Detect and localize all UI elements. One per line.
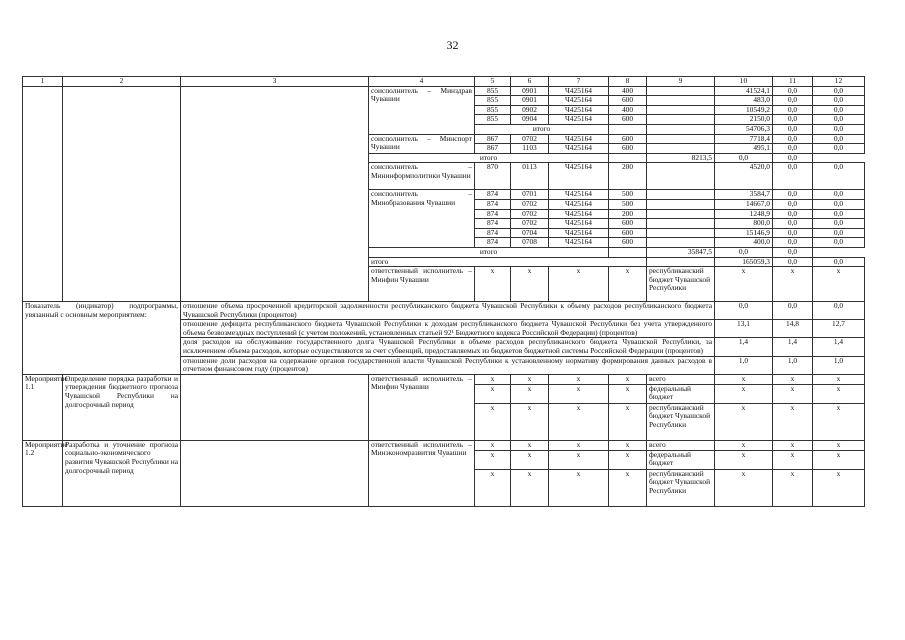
column-header: 6 (511, 77, 549, 87)
column-header: 7 (549, 77, 609, 87)
amount-cell: 1248,9 (715, 209, 773, 219)
amount-cell: 54706,3 (715, 124, 773, 134)
value-cell: 0,0 (813, 190, 865, 200)
code-cell: x (475, 384, 511, 403)
value-cell: 0,0 (813, 209, 865, 219)
code-cell: Ч425164 (549, 86, 609, 96)
source-cell (647, 190, 715, 200)
value-cell: 0,0 (813, 105, 865, 115)
code-cell: x (475, 440, 511, 450)
source-cell: республиканский бюджет Чувашской Республики (647, 267, 715, 302)
amount-cell: 10549,2 (715, 105, 773, 115)
source-cell (647, 219, 715, 229)
code-cell: Ч425164 (549, 199, 609, 209)
amount-cell: 7718,4 (715, 134, 773, 144)
column-header: 8 (609, 77, 647, 87)
source-cell: всего (647, 440, 715, 450)
total-label: итого (369, 257, 647, 267)
code-cell: x (549, 374, 609, 384)
source-cell: республиканский бюджет Чувашской Республики (647, 469, 715, 506)
value-cell: 0,0 (813, 144, 865, 154)
value-cell: x (773, 450, 813, 469)
column-header: 9 (647, 77, 715, 87)
code-cell: 855 (475, 86, 511, 96)
value-cell: x (813, 469, 865, 506)
code-cell: Ч425164 (549, 163, 609, 190)
code-cell: 400 (609, 86, 647, 96)
amount-cell: 2150,0 (715, 115, 773, 125)
value-cell: 0,0 (773, 115, 813, 125)
code-cell: 0702 (511, 219, 549, 229)
value-cell: 1,4 (773, 338, 813, 356)
indicator-text: отношение объема просроченной кредиторской задолженности республиканского бюджета Чувашской Республики к объему расходов республиканского бюджета Чувашской Республики (процентов) (181, 302, 715, 320)
source-cell (647, 105, 715, 115)
value-cell: 0,0 (813, 163, 865, 190)
value-cell: 0,0 (773, 199, 813, 209)
code-cell: 600 (609, 96, 647, 106)
indicator-text: доля расходов на обслуживание государственного долга Чувашской Республики в объеме расходов республиканского бюджета Чувашской Республики, за исключением объема расходов, которые осуществляются за счет субвенций, предоставляемых из бюджетов бюджетной системы Российской Федерации (процентов) (181, 338, 715, 356)
code-cell: x (475, 267, 511, 302)
value-cell: x (715, 469, 773, 506)
amount-cell: 165059,3 (715, 257, 773, 267)
column-header: 5 (475, 77, 511, 87)
value-cell: 0,0 (813, 219, 865, 229)
value-cell: x (813, 374, 865, 384)
value-cell: x (773, 469, 813, 506)
indicator-text: отношение доли расходов на содержание органов государственной власти Чувашской Республики к установленному нормативу формирования данных расходов в отчетном финансовом году (процентов) (181, 356, 715, 374)
value-cell: 0,0 (773, 302, 813, 320)
code-cell: x (511, 384, 549, 403)
value-cell: 1,0 (773, 356, 813, 374)
column-header: 4 (369, 77, 475, 87)
value-cell: 0,0 (773, 209, 813, 219)
blank-cell (181, 86, 369, 302)
value-cell: x (773, 403, 813, 440)
code-cell: 0702 (511, 134, 549, 144)
code-cell: Ч425164 (549, 134, 609, 144)
code-cell: x (609, 469, 647, 506)
value-cell: 0,0 (813, 238, 865, 248)
table-row (23, 86, 865, 96)
amount-cell: 4520,0 (715, 163, 773, 190)
value-cell: x (773, 384, 813, 403)
value-cell: 0,0 (813, 115, 865, 125)
code-cell: x (609, 384, 647, 403)
source-cell (647, 124, 715, 134)
value-cell: 0,0 (773, 86, 813, 96)
code-cell: x (475, 374, 511, 384)
page-number: 32 (446, 38, 459, 52)
value-cell: 0,0 (813, 228, 865, 238)
value-cell: 0,0 (813, 199, 865, 209)
amount-cell: 35847,5 (647, 247, 715, 257)
code-cell: x (549, 440, 609, 450)
code-cell: 500 (609, 190, 647, 200)
amount-cell: 8213,5 (647, 153, 715, 163)
value-cell: 1,4 (715, 338, 773, 356)
code-cell: x (609, 267, 647, 302)
code-cell: Ч425164 (549, 144, 609, 154)
code-cell: x (511, 374, 549, 384)
code-cell: 867 (475, 144, 511, 154)
code-cell: 600 (609, 219, 647, 229)
code-cell: 0702 (511, 199, 549, 209)
value-cell: 0,0 (813, 257, 865, 267)
code-cell: Ч425164 (549, 209, 609, 219)
source-cell (647, 96, 715, 106)
code-cell: 0704 (511, 228, 549, 238)
code-cell: 600 (609, 228, 647, 238)
value-cell: 0,0 (813, 124, 865, 134)
code-cell: x (475, 403, 511, 440)
code-cell: x (511, 469, 549, 506)
value-cell: 0,0 (773, 153, 813, 163)
code-cell: 0708 (511, 238, 549, 248)
amount-cell: 483,0 (715, 96, 773, 106)
source-cell (647, 86, 715, 96)
value-cell: 12,7 (813, 320, 865, 338)
code-cell: 0904 (511, 115, 549, 125)
source-cell (647, 238, 715, 248)
code-cell: x (511, 450, 549, 469)
indicator-label: Показатель (индикатор) подпрограммы, увязанный с основным мероприятием: (23, 302, 181, 375)
value-cell: 1,0 (715, 356, 773, 374)
code-cell: x (549, 450, 609, 469)
source-cell (647, 209, 715, 219)
column-header: 2 (63, 77, 181, 87)
column-header: 10 (715, 77, 773, 87)
source-cell: федеральный бюджет (647, 384, 715, 403)
executor-cell: соисполнитель – Минздрав Чувашии (369, 86, 475, 134)
value-cell: x (715, 267, 773, 302)
total-label: итого (475, 124, 609, 134)
value-cell: 0,0 (773, 228, 813, 238)
code-cell: 1103 (511, 144, 549, 154)
value-cell: 14,8 (773, 320, 813, 338)
source-cell (647, 144, 715, 154)
measure-label: Мероприятие 1.2 (23, 440, 63, 506)
column-header: 1 (23, 77, 63, 87)
code-cell: 855 (475, 96, 511, 106)
code-cell: x (609, 374, 647, 384)
blank-cell (181, 440, 369, 506)
code-cell: 600 (609, 238, 647, 248)
source-cell: республиканский бюджет Чувашской Республики (647, 403, 715, 440)
code-cell: x (549, 267, 609, 302)
code-cell: 874 (475, 199, 511, 209)
code-cell: 0901 (511, 86, 549, 96)
amount-cell: 14667,0 (715, 199, 773, 209)
code-cell: x (511, 403, 549, 440)
code-cell: Ч425164 (549, 228, 609, 238)
code-cell: x (609, 440, 647, 450)
column-header: 11 (773, 77, 813, 87)
code-cell: x (475, 450, 511, 469)
code-cell: 0701 (511, 190, 549, 200)
value-cell: x (773, 374, 813, 384)
value-cell: x (813, 267, 865, 302)
code-cell: 0702 (511, 209, 549, 219)
column-header: 3 (181, 77, 369, 87)
code-cell: Ч425164 (549, 190, 609, 200)
value-cell: x (773, 440, 813, 450)
value-cell: 0,0 (773, 96, 813, 106)
value-cell: 0,0 (715, 153, 773, 163)
code-cell: x (549, 469, 609, 506)
code-cell: 600 (609, 144, 647, 154)
total-label: итого (369, 153, 609, 163)
executor-cell: ответственный исполнитель – Минэкономразвития Чувашии (369, 440, 475, 506)
code-cell: 855 (475, 105, 511, 115)
blank-cell (63, 86, 181, 302)
code-cell: 600 (609, 134, 647, 144)
source-cell (647, 134, 715, 144)
code-cell: x (609, 403, 647, 440)
value-cell: 0,0 (715, 247, 773, 257)
source-cell (647, 163, 715, 190)
source-cell (647, 199, 715, 209)
amount-cell: 15146,9 (715, 228, 773, 238)
code-cell: 874 (475, 238, 511, 248)
code-cell: 867 (475, 134, 511, 144)
executor-cell: ответственный исполнитель – Минфин Чувашии (369, 267, 475, 302)
code-cell: 874 (475, 190, 511, 200)
amount-cell: 800,0 (715, 219, 773, 229)
code-cell: Ч425164 (549, 105, 609, 115)
value-cell: x (715, 384, 773, 403)
total-label: итого (369, 247, 609, 257)
measure-label: Мероприятие 1.1 (23, 374, 63, 440)
value-cell: x (715, 440, 773, 450)
code-cell: Ч425164 (549, 219, 609, 229)
value-cell: 0,0 (813, 134, 865, 144)
code-cell: 200 (609, 163, 647, 190)
code-cell: x (609, 450, 647, 469)
code-cell: 874 (475, 209, 511, 219)
code-cell: x (475, 469, 511, 506)
amount-cell: 3584,7 (715, 190, 773, 200)
source-cell: всего (647, 374, 715, 384)
value-cell: 1,0 (813, 356, 865, 374)
measure-row (23, 374, 865, 384)
executor-cell: соисполнитель – Минспорт Чувашии (369, 134, 475, 153)
value-cell: 13,1 (715, 320, 773, 338)
value-cell: 0,0 (773, 219, 813, 229)
amount-cell: 495,1 (715, 144, 773, 154)
code-cell: 400 (609, 105, 647, 115)
indicator-row (23, 302, 865, 320)
code-cell: 0902 (511, 105, 549, 115)
code-cell: 855 (475, 115, 511, 125)
executor-cell: соисполнитель – Мининформполитики Чувашии (369, 163, 475, 190)
amount-cell: 41524,1 (715, 86, 773, 96)
code-cell: 874 (475, 219, 511, 229)
source-cell (647, 115, 715, 125)
value-cell: 0,0 (773, 163, 813, 190)
executor-cell: соисполнитель – Минобразования Чувашии (369, 190, 475, 248)
code-cell: x (549, 403, 609, 440)
executor-cell: ответственный исполнитель – Минфин Чувашии (369, 374, 475, 440)
value-cell: 0,0 (773, 190, 813, 200)
value-cell: 0,0 (773, 238, 813, 248)
value-cell: 0,0 (813, 302, 865, 320)
value-cell: 0,0 (773, 257, 813, 267)
blank-cell (181, 374, 369, 440)
measure-row (23, 440, 865, 450)
value-cell: x (813, 384, 865, 403)
code-cell: x (511, 267, 549, 302)
value-cell: 0,0 (715, 302, 773, 320)
value-cell: x (715, 450, 773, 469)
source-cell (609, 247, 647, 257)
code-cell: Ч425164 (549, 115, 609, 125)
blank-cell (23, 86, 63, 302)
code-cell: Ч425164 (549, 96, 609, 106)
code-cell: 200 (609, 209, 647, 219)
code-cell: 500 (609, 199, 647, 209)
value-cell: 0,0 (773, 134, 813, 144)
value-cell: x (715, 403, 773, 440)
code-cell (609, 124, 647, 134)
code-cell: 600 (609, 115, 647, 125)
value-cell: 0,0 (773, 105, 813, 115)
code-cell: 874 (475, 228, 511, 238)
measure-name: Разработка и уточнение прогноза социально-экономического развития Чувашской Республики на долгосрочный период (63, 440, 181, 506)
value-cell: x (715, 374, 773, 384)
value-cell: 0,0 (813, 96, 865, 106)
code-cell: x (549, 384, 609, 403)
indicator-text: отношение дефицита республиканского бюджета Чувашской Республики к доходам республиканского бюджета Чувашской Республики без учета утвержденного объема безвозмездных поступлений (с учетом положений, установленных статьей 92¹ Бюджетного кодекса Российской Федерации) (процентов) (181, 320, 715, 338)
value-cell: x (813, 450, 865, 469)
header-row (23, 77, 865, 87)
code-cell: 870 (475, 163, 511, 190)
amount-cell: 400,0 (715, 238, 773, 248)
code-cell: Ч425164 (549, 238, 609, 248)
value-cell: 1,4 (813, 338, 865, 356)
value-cell: 0,0 (813, 86, 865, 96)
source-cell: федеральный бюджет (647, 450, 715, 469)
value-cell: x (773, 267, 813, 302)
column-header: 12 (813, 77, 865, 87)
code-cell: 0113 (511, 163, 549, 190)
value-cell: 0,0 (773, 124, 813, 134)
source-cell (647, 228, 715, 238)
value-cell: 0,0 (773, 144, 813, 154)
value-cell: 0,0 (773, 247, 813, 257)
budget-table (22, 76, 865, 507)
value-cell: x (813, 403, 865, 440)
measure-name: Определение порядка разработки и утверждения бюджетного прогноза Чувашской Республики на долгосрочный период (63, 374, 181, 440)
code-cell: 0901 (511, 96, 549, 106)
value-cell: x (813, 440, 865, 450)
code-cell: x (511, 440, 549, 450)
